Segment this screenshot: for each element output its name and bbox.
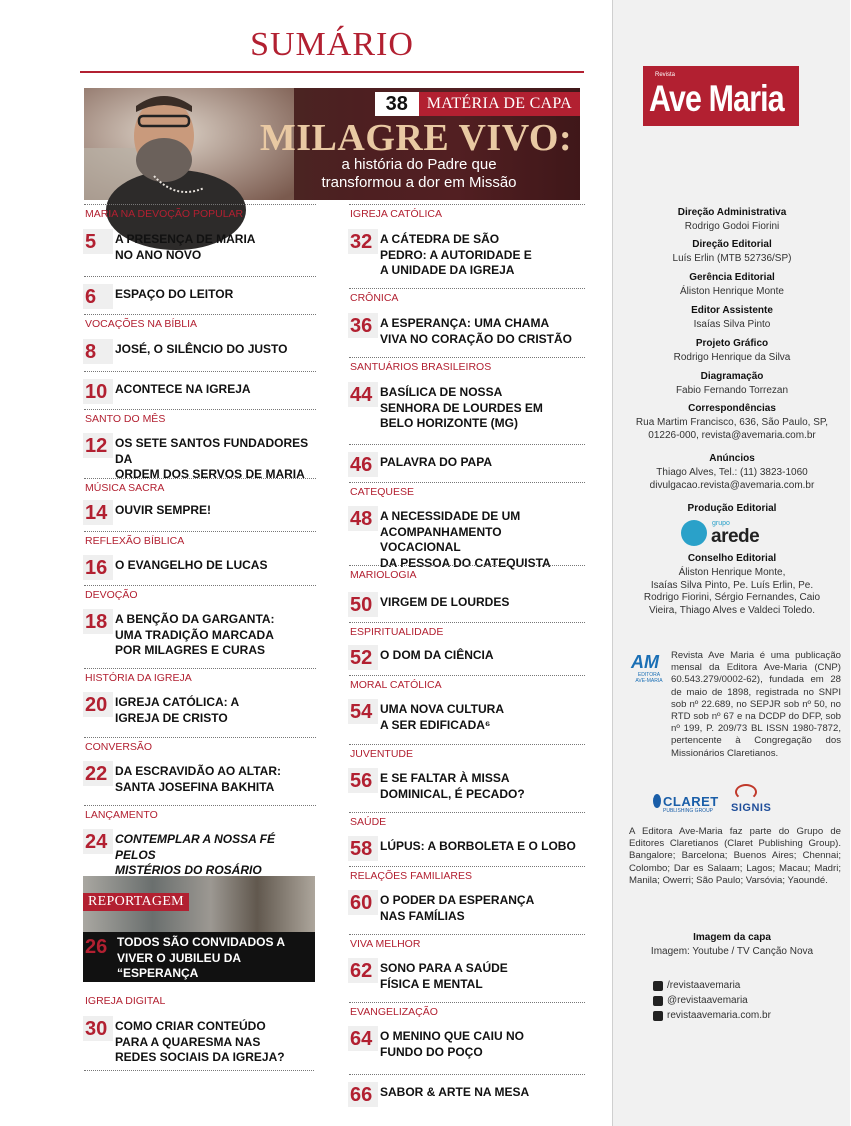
toc-entry[interactable] [83,1016,315,1066]
toc-entry[interactable] [348,506,584,571]
cover-image-heading: Imagem da capa [693,932,771,943]
divider [84,668,316,669]
instagram-icon [653,996,663,1006]
article-title: OS SETE SANTOS FUNDADORES DA ORDEM DOS SERVOS DE MARIA [115,436,309,481]
page-number: 12 [83,433,113,458]
section-label: MARIA NA DEVOÇÃO POPULAR [85,208,244,220]
cover-label: MATÉRIA DE CAPA [419,92,580,116]
section-label: IGREJA DIGITAL [85,995,166,1007]
divider [84,371,316,372]
cover-badge [375,92,580,116]
page-number: 58 [348,836,378,861]
toc-entry[interactable] [348,452,584,477]
divider [84,1070,314,1071]
page-number: 10 [83,379,113,404]
page-number: 36 [348,313,378,338]
credit-heading: Editor Assistente [691,305,773,316]
article-title: SABOR & ARTE NA MESA [380,1085,530,1099]
page-number: 8 [83,339,113,364]
facebook-icon [653,981,663,991]
section-label: CONVERSÃO [85,741,153,753]
about-text: Revista Ave Maria é uma publicação mensal da Editora Ave-Maria (CNP) 60.543.279/0002-62), fundada em 28 de maio de 1898, registrada no SNPI sob nº 22.689, no SEPJR sob nº 50, no RTD sob nº 67 e na DCDP do DFP, sob nº 199, P. 209/73 BL ISSN 1980-7872, pertencente à Congregação dos Missionários Claretianos. [671,650,841,759]
section-label: CRÔNICA [350,292,399,304]
credit-text: Rua Martim Francisco, 636, São Paulo, SP, 01226-000, revista@avemaria.com.br [635,417,829,441]
article-title: UMA NOVA CULTURA A SER EDIFICADA⁶ [380,702,504,732]
article-title: ACONTECE NA IGREJA [115,382,251,396]
toc-entry[interactable] [348,890,584,924]
credit-heading: Conselho Editorial [687,553,777,564]
arede-icon [681,520,707,546]
article-title: A BENÇÃO DA GARGANTA: UMA TRADIÇÃO MARCADA POR MILAGRES E CURAS [115,612,275,657]
page-number: 32 [348,229,378,254]
article-title: COMO CRIAR CONTEÚDO PARA A QUARESMA NAS REDES SOCIAIS DA IGREJA? [115,1019,285,1064]
credit-heading: Direção Administrativa [677,207,787,218]
toc-entry[interactable] [348,768,584,802]
toc-entry[interactable] [83,829,315,879]
page-number: 46 [348,452,378,477]
toc-entry[interactable] [348,699,584,733]
cover-page-number: 38 [375,92,419,116]
page-number: 56 [348,768,378,793]
ave-maria-logo: Revista Ave Maria [643,66,799,126]
toc-entry[interactable] [348,958,584,992]
toc-entry[interactable] [83,339,315,364]
signis-icon [735,784,757,800]
page-number: 52 [348,645,378,670]
toc-entry[interactable] [83,500,315,525]
section-label: SANTUÁRIOS BRASILEIROS [350,361,492,373]
page-number: 54 [348,699,378,724]
page-number: 50 [348,592,378,617]
cover-story-banner[interactable] [84,88,580,200]
article-title: IGREJA CATÓLICA: A IGREJA DE CRISTO [115,695,240,725]
section-label: MARIOLOGIA [350,569,417,581]
article-title: O PODER DA ESPERANÇA NAS FAMÍLIAS [380,893,535,923]
divider [349,1002,585,1003]
masthead-sidebar [612,0,850,1126]
article-title: ESPAÇO DO LEITOR [115,287,234,301]
credit-heading: Gerência Editorial [689,272,775,283]
credit-text: Rodrigo Henrique da Silva [673,352,791,363]
toc-entry[interactable] [83,229,315,263]
page-number: 16 [83,555,113,580]
divider [349,204,585,205]
article-title: A ESPERANÇA: UMA CHAMA VIVA NO CORAÇÃO DO CRISTÃO [380,316,573,346]
divider [84,737,316,738]
section-label: VIVA MELHOR [350,938,421,950]
divider [84,409,316,410]
credit-heading: Projeto Gráfico [695,338,769,349]
credit-text: Thiago Alves, Tel.: (11) 3823-1060 divulgacao.revista@avemaria.com.br [649,467,815,491]
toc-entry[interactable] [348,382,584,432]
divider [84,276,316,277]
grupo-arede-logo: grupo arede [681,520,791,546]
article-title: A NECESSIDADE DE UM ACOMPANHAMENTO VOCACIONAL DA PESSOA DO CATEQUISTA [380,509,551,570]
section-label: REFLEXÃO BÍBLICA [85,535,185,547]
section-label: HISTÓRIA DA IGREJA [85,672,192,684]
article-title: A PRESENÇA DE MARIA NO ANO NOVO [115,232,256,262]
article-title: O EVANGELHO DE LUCAS [115,558,268,572]
divider [349,565,585,566]
page-number: 5 [83,229,113,254]
divider [84,478,316,479]
group-text: A Editora Ave-Maria faz parte do Grupo de Editores Claretianos (Claret Publishing Group). Bangalore; Barcelona; Buenos Aires; Chennai; Colombo; Dar es Salaam; Lagos; Macau; Madri; Manila; Owerri; São Paulo; Varsóvia; Yaoundé. [629,826,841,886]
credit-heading: Diagramação [700,371,764,382]
page-number: 6 [83,284,113,309]
page-number: 18 [83,609,113,634]
divider [349,622,585,623]
page-number: 20 [83,692,113,717]
page-number: 44 [348,382,378,407]
section-label: LANÇAMENTO [85,809,158,821]
website-link[interactable]: revistaavemaria.com.br [653,1010,771,1021]
page-number: 60 [348,890,378,915]
web-icon [653,1011,663,1021]
credit-text: Fabio Fernando Torrezan [675,385,789,396]
page-number: 48 [348,506,378,531]
section-label: CATEQUESE [350,486,414,498]
article-title: O MENINO QUE CAIU NO FUNDO DO POÇO [380,1029,525,1059]
toc-entry[interactable] [83,609,315,659]
credit-heading: Direção Editorial [692,239,772,250]
credit-heading: Anúncios [709,453,755,464]
article-title: BASÍLICA DE NOSSA SENHORA DE LOURDES EM BELO HORIZONTE (MG) [380,385,543,430]
page-number: 64 [348,1026,378,1051]
section-label: ESPIRITUALIDADE [350,626,444,638]
article-title: LÚPUS: A BORBOLETA E O LOBO [380,839,576,853]
toc-entry[interactable] [348,592,584,617]
divider [84,805,316,806]
toc-entry[interactable] [348,313,584,347]
divider [349,812,585,813]
divider [349,288,585,289]
section-label: VOCAÇÕES NA BÍBLIA [85,318,198,330]
credit-text: Áliston Henrique Monte, Isaías Silva Pinto, Pe. Luís Erlin, Pe. Rodrigo Fiorini, Sérgio Fernandes, Caio Vieira, Thiago Alves e Valdeci Toledo. [643,567,821,616]
divider [84,531,316,532]
article-title: PALAVRA DO PAPA [380,455,493,469]
section-label: JUVENTUDE [350,748,414,760]
divider [349,482,585,483]
section-label: SANTO DO MÊS [85,413,166,425]
instagram-link[interactable]: @revistaavemaria [653,995,748,1006]
toc-entry[interactable] [348,836,584,861]
toc-entry[interactable] [348,229,584,279]
toc-entry[interactable] [348,645,584,670]
divider [349,934,585,935]
claret-icon [653,794,661,808]
page-number: 26 [83,934,113,959]
article-title: TODOS SÃO CONVIDADOS A VIVER O JUBILEU DA “ESPERANÇA QUE NÃO ENGANA” [117,935,286,996]
title-rule [80,71,584,73]
article-title: OUVIR SEMPRE! [115,503,212,517]
toc-entry[interactable] [83,433,315,483]
toc-entry[interactable] [348,1082,584,1107]
divider [84,204,316,205]
cover-subtitle: a história do Padre que transformou a dor em Missão [321,156,517,191]
toc-entry[interactable] [348,1026,584,1060]
page-number: 30 [83,1016,113,1041]
page-title: SUMÁRIO [250,26,414,63]
article-title: E SE FALTAR À MISSA DOMINICAL, É PECADO? [380,771,525,801]
article-title: SONO PARA A SAÚDE FÍSICA E MENTAL [380,961,508,991]
divider [84,585,316,586]
divider [349,744,585,745]
toc-entry[interactable] [83,379,315,404]
section-label: RELAÇÕES FAMILIARES [350,870,472,882]
section-label: EVANGELIZAÇÃO [350,1006,438,1018]
section-label: DEVOÇÃO [85,589,138,601]
divider [349,357,585,358]
article-title: A CÁTEDRA DE SÃO PEDRO: A AUTORIDADE E A UNIDADE DA IGREJA [380,232,532,277]
claret-logo: CLARET PUBLISHING GROUP [653,792,723,818]
page-number: 22 [83,761,113,786]
divider [84,314,316,315]
editora-ave-maria-logo: AM EDITORA AVE-MARIA [631,652,663,684]
signis-logo: SIGNIS [731,784,783,822]
section-label: SAÚDE [350,816,387,828]
credit-text: Áliston Henrique Monte [680,286,784,297]
divider [349,675,585,676]
toc-entry[interactable] [83,284,315,309]
credit-heading: Correspondências [688,403,776,414]
section-label: MORAL CATÓLICA [350,679,442,691]
section-label: IGREJA CATÓLICA [350,208,442,220]
cover-headline: MILAGRE VIVO: [259,117,573,159]
article-title: JOSÉ, O SILÊNCIO DO JUSTO [115,342,288,356]
section-label: MÚSICA SACRA [85,482,165,494]
page-number: 62 [348,958,378,983]
article-title: CONTEMPLAR A NOSSA FÉ PELOS MISTÉRIOS DO ROSÁRIO [115,832,276,877]
page-number: 14 [83,500,113,525]
credit-text: Luís Erlin (MTB 52736/SP) [672,253,792,264]
toc-entry[interactable] [83,761,315,795]
article-title: O DOM DA CIÊNCIA [380,648,494,662]
divider [349,866,585,867]
divider [349,1074,585,1075]
article-title: DA ESCRAVIDÃO AO ALTAR: SANTA JOSEFINA BAKHITA [115,764,281,794]
page-number: 24 [83,829,113,854]
page-number: 66 [348,1082,378,1107]
toc-entry[interactable] [83,692,315,726]
article-title: VIRGEM DE LOURDES [380,595,510,609]
credit-text: Rodrigo Godoi Fiorini [684,221,780,232]
reportagem-feature[interactable] [83,876,315,996]
facebook-link[interactable]: /revistaavemaria [653,980,740,991]
divider [349,444,585,445]
credit-heading: Produção Editorial [687,503,777,514]
toc-entry[interactable] [83,555,315,580]
credit-text: Isaías Silva Pinto [693,319,771,330]
section-label: REPORTAGEM [83,893,189,911]
cover-image-credit: Imagem: Youtube / TV Canção Nova [650,946,814,957]
